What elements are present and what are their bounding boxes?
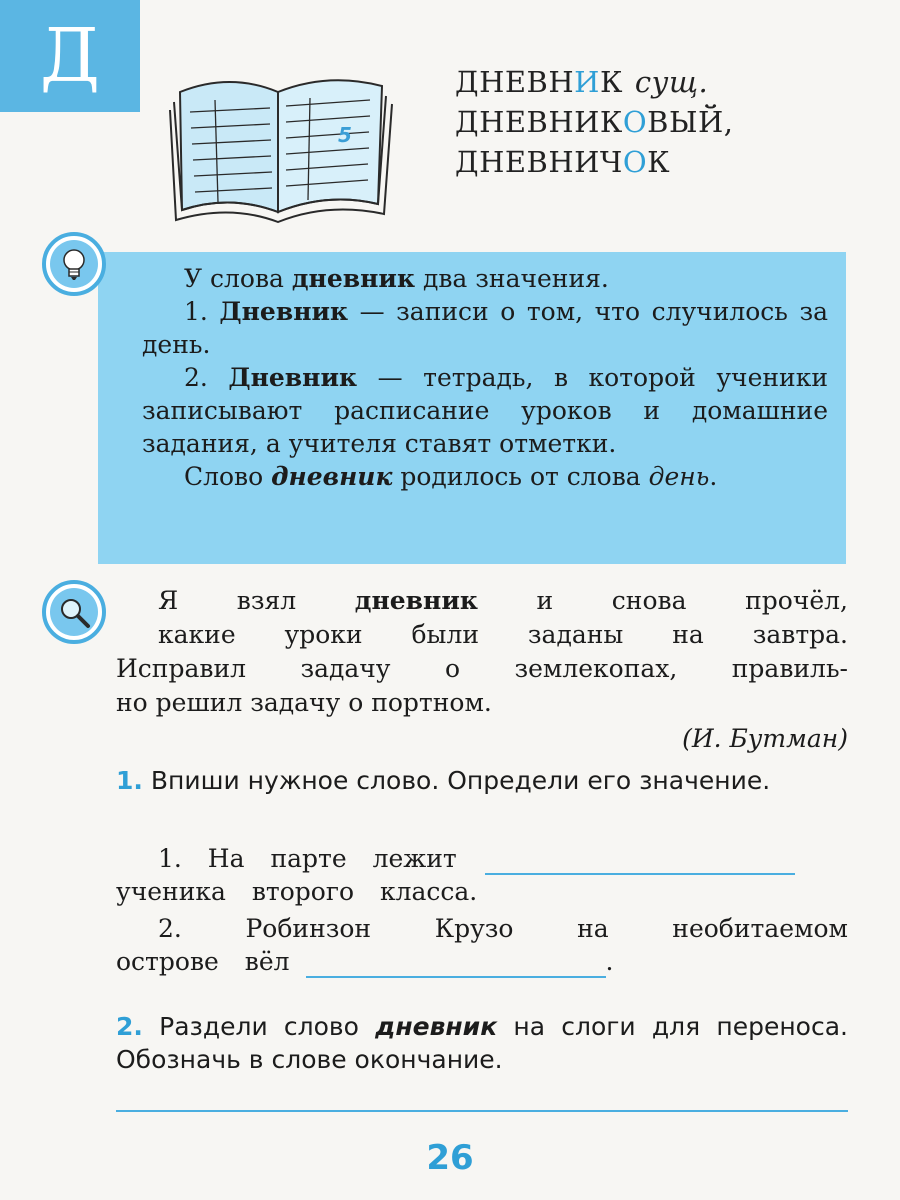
definition-intro: У слова дневник два значения. — [184, 264, 609, 293]
quote-line-4: но решил задачу о портном. — [116, 688, 492, 717]
quote-line-3: Исправил задачу о землекопах, правиль- — [116, 654, 848, 683]
task-2-instruction: 2. Раздели слово дневник на слоги для переноса. Обозначь в слове окончание. — [116, 1012, 848, 1074]
definition-meaning-1: 1. Дневник — записи о том, что случилось за день. — [142, 297, 828, 359]
quote-author: (И. Бутман) — [682, 724, 848, 753]
task-1-exercise-1: 1. На парте лежит ученика второго класса. — [116, 842, 848, 908]
heading-line-2: ДНЕВНИКОВЫЙ, — [455, 105, 734, 139]
task-2-number: 2. — [116, 1012, 143, 1041]
diary-book-illustration — [160, 62, 400, 230]
task-1-number: 1. — [116, 766, 143, 795]
part-of-speech: сущ. — [634, 65, 709, 99]
quote-line-1: Я взял дневник и снова прочёл, — [158, 586, 848, 615]
section-letter-tab — [0, 0, 140, 112]
definition-meaning-2: 2. Дневник — тетрадь, в которой ученики записывают расписание уроков и домашние задания, а учителя ставят отметки. — [142, 363, 828, 458]
heading-line-3: ДНЕВНИЧОК — [455, 145, 671, 179]
answer-blank-2[interactable] — [306, 952, 606, 978]
task-1-exercise-2: 2. Робинзон Крузо на необитаемом острове вёл . — [116, 914, 848, 976]
definition-box — [98, 252, 846, 564]
section-letter: Д — [39, 13, 101, 99]
task-1-instruction: 1. Впиши нужное слово. Определи его значение. — [116, 766, 771, 795]
lightbulb-icon — [42, 232, 106, 296]
word-heading — [455, 62, 895, 182]
literary-quote — [116, 584, 848, 756]
heading-line-1: ДНЕВНИК сущ. — [455, 65, 709, 99]
answer-blank-1[interactable] — [485, 849, 795, 875]
definition-origin: Слово дневник родилось от слова день. — [184, 462, 718, 491]
quote-line-2: какие уроки были заданы на завтра. — [158, 620, 848, 649]
answer-line[interactable] — [116, 1110, 848, 1112]
svg-text:5: 5 — [338, 123, 352, 147]
page-number: 26 — [426, 1138, 474, 1178]
magnifier-icon — [42, 580, 106, 644]
